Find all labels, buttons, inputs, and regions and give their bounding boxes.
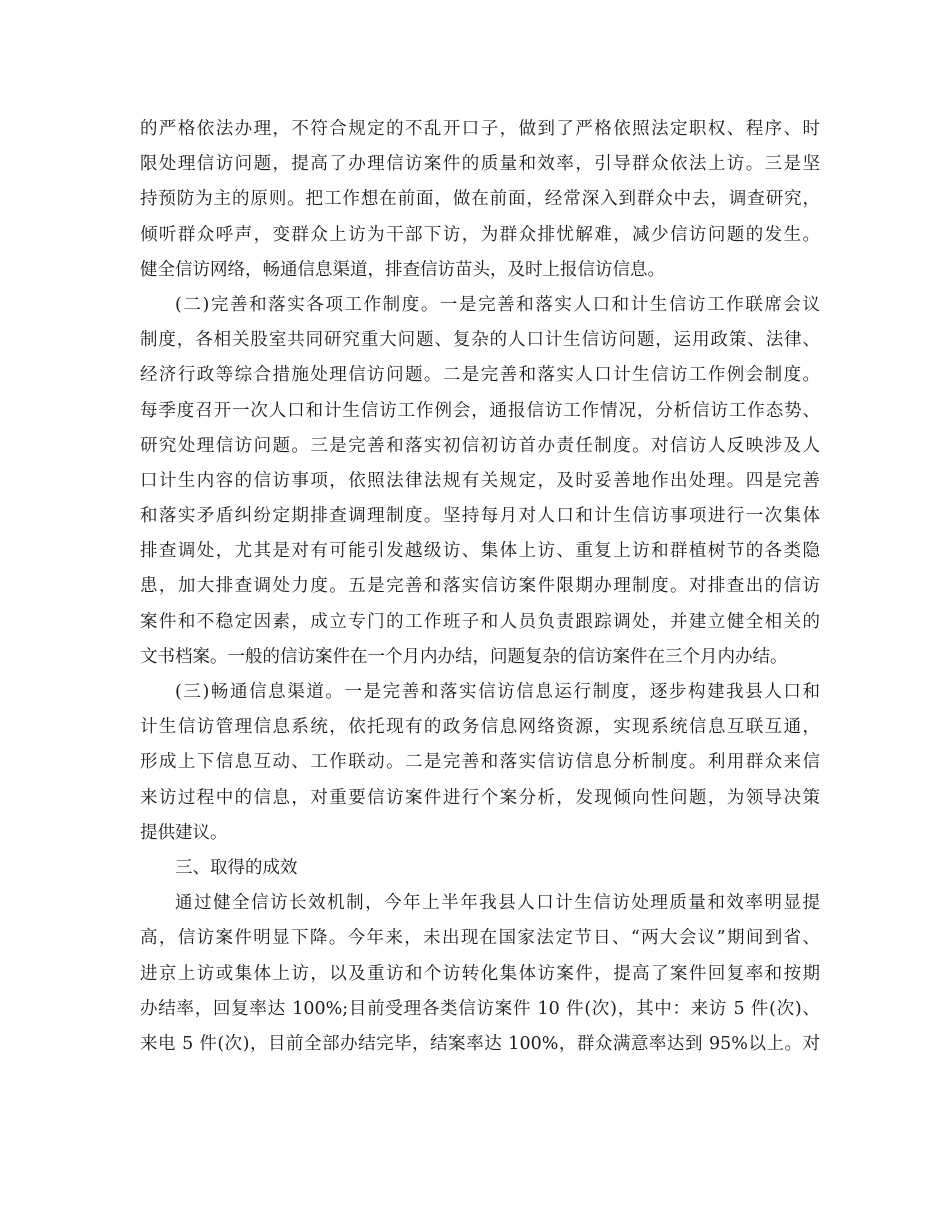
- text-line: 口计生内容的信访事项，依照法律法规有关规定，及时妥善地作出处理。四是完善: [140, 470, 820, 491]
- text-line: (三)畅通信息渠道。一是完善和落实信访信息运行制度，逐步构建我县人口和: [175, 682, 820, 702]
- text-line: 和落实矛盾纠纷定期排查调理制度。坚持每月对人口和计生信访事项进行一次集体: [140, 506, 820, 527]
- text-line: 每季度召开一次人口和计生信访工作例会，通报信访工作情况，分析信访工作态势、: [140, 400, 820, 421]
- text-line: 的严格依法办理，不符合规定的不乱开口子，做到了严格依照法定职权、程序、时: [140, 119, 820, 139]
- paragraph-work-systems: [140, 288, 820, 675]
- text-line: 文书档案。一般的信访案件在一个月内办结，问题复杂的信访案件在三个月内办结。: [140, 646, 788, 667]
- text-line: 研究处理信访问题。三是完善和落实初信初访首办责任制度。对信访人反映涉及人: [140, 435, 820, 456]
- text-line: 来电 5 件(次)，目前全部办结完毕，结案率达 100%，群众满意率达到 95%以上。对: [140, 1033, 820, 1054]
- text-line: 健全信访网络，畅通信息渠道，排查信访苗头，及时上报信访信息。: [140, 259, 665, 280]
- text-line: 倾听群众呼声，变群众上访为干部下访，为群众排忧解难，减少信访问题的发生。: [140, 224, 820, 245]
- paragraph-continuation: [140, 112, 820, 288]
- text-line: 限处理信访问题，提高了办理信访案件的质量和效率，引导群众依法上访。三是坚: [140, 154, 820, 175]
- paragraph-information-channels: [140, 675, 820, 851]
- text-line: 提供建议。: [140, 822, 228, 843]
- text-line: (二)完善和落实各项工作制度。一是完善和落实人口和计生信访工作联席会议: [175, 294, 820, 315]
- document-body: [140, 112, 820, 1062]
- heading-line: 三、取得的成效: [175, 857, 298, 878]
- text-line: 持预防为主的原则。把工作想在前面，做在前面，经常深入到群众中去，调查研究，: [140, 189, 820, 210]
- text-line: 经济行政等综合措施处理信访问题。二是完善和落实人口计生信访工作例会制度。: [140, 365, 820, 386]
- section-heading: [140, 851, 820, 886]
- text-line: 患，加大排查调处力度。五是完善和落实信访案件限期办理制度。对排查出的信访: [140, 576, 820, 597]
- text-line: 办结率，回复率达 100%;目前受理各类信访案件 10 件(次)，其中：来访 5 件(次)、: [140, 998, 820, 1019]
- text-line: 案件和不稳定因素，成立专门的工作班子和人员负责跟踪调处，并建立健全相关的: [140, 611, 820, 632]
- text-line: 进京上访或集体上访，以及重访和个访转化集体访案件，提高了案件回复率和按期: [140, 963, 820, 984]
- text-line: 排查调处，尤其是对有可能引发越级访、集体上访、重复上访和群植树节的各类隐: [140, 541, 820, 562]
- text-line: 形成上下信息互动、工作联动。二是完善和落实信访信息分析制度。利用群众来信: [140, 752, 820, 773]
- paragraph-results: [140, 886, 820, 1062]
- text-line: 制度，各相关股室共同研究重大问题、复杂的人口计生信访问题，运用政策、法律、: [140, 330, 820, 351]
- text-line: 来访过程中的信息，对重要信访案件进行个案分析，发现倾向性问题，为领导决策: [140, 787, 820, 808]
- text-line: 计生信访管理信息系统，依托现有的政务信息网络资源，实现系统信息互联互通，: [140, 717, 820, 738]
- text-line: 通过健全信访长效机制，今年上半年我县人口计生信访处理质量和效率明显提: [175, 893, 820, 914]
- text-line: 高，信访案件明显下降。今年来，未出现在国家法定节日、“两大会议”期间到省、: [140, 928, 820, 949]
